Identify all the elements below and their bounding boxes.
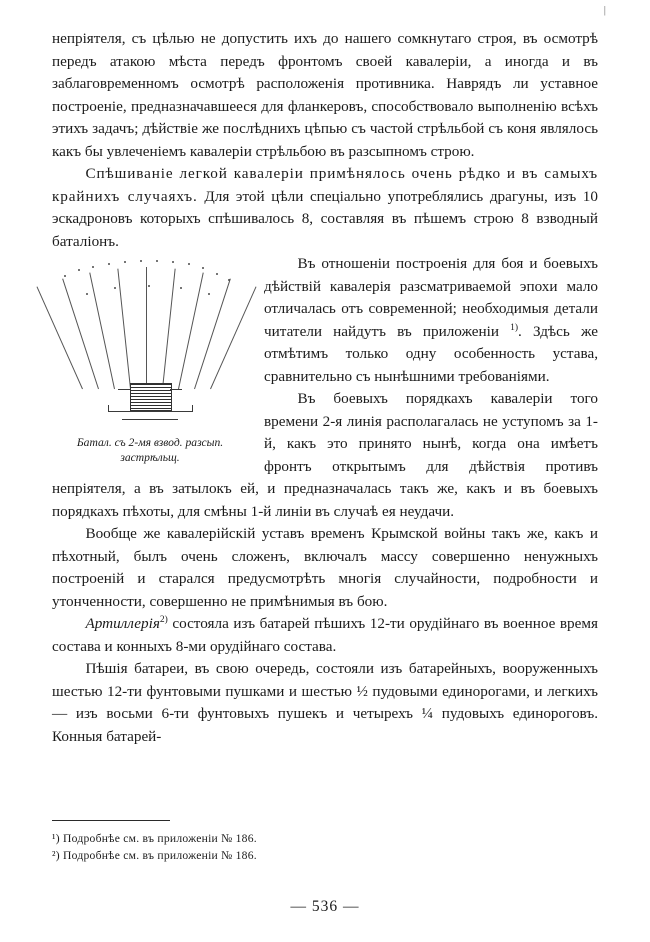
- page-top-mark-text: |: [603, 4, 606, 16]
- figure-skirmisher-dot: [202, 267, 204, 269]
- figure-fan-line: [162, 269, 176, 389]
- paragraph-3-a: Въ отношеніи построенія для боя и боевыхъ дѣйствій кавалерія разсматриваемой эпохи мало отличалась отъ современной; необходимыя детали читатели найдутъ въ приложеніи: [264, 255, 598, 340]
- paragraph-6-artillery-term: Артиллерія: [85, 615, 160, 632]
- figure-skirmisher-dot: [92, 266, 94, 268]
- paragraph-1: непріятеля, съ цѣлью не допустить ихъ до нашего сомкнутаго строя, въ осмотрѣ передъ атакою мѣста передъ фронтомъ своей кавалеріи, а иногда и въ заблаговременномъ осмотрѣ расположенія противника. Наврядъ ли уставное построеніе, предназначавшееся для фланкеровъ, способствовало выполненію всѣхъ этихъ задачъ; дѣйствіе же послѣднихъ цѣпью съ частой стрѣльбой съ коня являлось какъ бы увлеченіемъ кавалеріи стрѣльбою въ разсыпномъ строю.: [52, 30, 598, 160]
- figure-skirmisher-dot: [172, 261, 174, 263]
- figure-fan-line: [194, 279, 231, 390]
- page-number: [0, 898, 650, 916]
- page-number-dash-right: —: [343, 898, 360, 915]
- figure-canvas: [52, 259, 248, 431]
- paragraph-4: Въ боевыхъ порядкахъ кавалеріи того времени 2-я линія располагалась не уступомъ за 1-й, какъ это принято нынѣ, когда она имѣетъ фронтъ открытымъ для дѣйствія противъ непріятеля, а въ затылокъ ей, и предназначалась такъ же, какъ и въ боевыхъ порядкахъ пѣхоты, для смѣны 1-й линіи въ случаѣ ея неудачи.: [52, 390, 598, 520]
- figure-skirmisher-dot: [216, 273, 218, 275]
- figure-rule: [122, 419, 178, 420]
- figure-skirmisher-dot: [156, 260, 158, 262]
- page-top-mark: [0, 4, 650, 14]
- footnote-1: ¹) Подробнѣе см. въ приложеніи № 186.: [52, 832, 257, 845]
- figure-rule: [192, 405, 193, 412]
- paragraph-3-b: . Здѣсь же отмѣтимъ только одну особенность устава, сравнительно съ нынѣшними требованіями.: [264, 322, 598, 385]
- footnote-ref-1[interactable]: 1): [510, 322, 519, 333]
- figure-caption: [52, 435, 248, 465]
- paragraph-2: [52, 163, 598, 253]
- figure-fan-line: [36, 286, 82, 389]
- figure-skirmisher-dot: [228, 279, 230, 281]
- figure-battalion-block: [130, 383, 172, 411]
- paragraph-6: [52, 613, 598, 658]
- paragraph-7: Пѣшія батареи, въ свою очередь, состояли изъ батарейныхъ, вооруженныхъ шестью 12-ти фунтовыми пушками и шестью ½ пудовыми единорогами, и легкихъ — изъ восьми 6-ти фунтовыхъ пушекъ и четырехъ ¼ пудовыхъ единороговъ. Конныя батарей-: [52, 660, 598, 745]
- figure-rule: [108, 405, 109, 412]
- figure-battalion-skirmishers: [52, 259, 248, 465]
- figure-caption-line2: застрѣльщ.: [120, 451, 180, 464]
- page-number-dash-left: —: [290, 898, 307, 915]
- paragraph-6-rest: состояла изъ батарей пѣшихъ 12-ти орудійнаго въ военное время состава и конныхъ 8-ми орудійнаго состава.: [52, 615, 598, 655]
- figure-caption-line1: Батал. съ 2-мя взвод. разсып.: [76, 436, 224, 449]
- figure-skirmisher-dot: [180, 287, 182, 289]
- figure-rule: [118, 389, 130, 390]
- figure-skirmisher-dot: [86, 293, 88, 295]
- figure-skirmisher-dot: [78, 269, 80, 271]
- text-column: [52, 28, 598, 748]
- paragraph-5: Вообще же кавалерійскій уставъ временъ Крымской войны такъ же, какъ и пѣхотный, былъ очень сложенъ, включалъ массу совершенно ненужныхъ построеній и старался предусмотрѣть многія случайности, подробности и утонченности, совершенно не примѣнимыя въ бою.: [52, 525, 598, 610]
- footnote-divider: [52, 820, 170, 821]
- figure-skirmisher-dot: [148, 285, 150, 287]
- figure-fan-line: [117, 269, 131, 389]
- figure-skirmisher-dot: [64, 275, 66, 277]
- footnote-ref-2[interactable]: 2): [159, 614, 168, 625]
- figure-skirmisher-dot: [108, 263, 110, 265]
- figure-rule: [108, 411, 192, 412]
- figure-skirmisher-dot: [188, 263, 190, 265]
- paragraph-2-spaced: Спѣшиваніе легкой кавалеріи примѣнялось очень рѣдко и въ самыхъ крайнихъ случаяхъ.: [52, 165, 598, 205]
- figure-skirmisher-dot: [140, 260, 142, 262]
- figure-skirmisher-dot: [124, 261, 126, 263]
- paragraph-2-rest: Для этой цѣли спеціально употреблялись драгуны, изъ 10 эскадроновъ которыхъ спѣшивалось 8, составляя въ пѣшемъ строю 8 взводный баталіонъ.: [52, 187, 598, 250]
- figure-skirmisher-dot: [114, 287, 116, 289]
- figure-rule: [170, 389, 182, 390]
- page-number-value: 536: [311, 898, 339, 915]
- figure-fan-line: [146, 267, 147, 389]
- footnote-2: ²) Подробнѣе см. въ приложеніи № 186.: [52, 849, 257, 862]
- figure-skirmisher-dot: [208, 293, 210, 295]
- footnote-section: [52, 820, 598, 864]
